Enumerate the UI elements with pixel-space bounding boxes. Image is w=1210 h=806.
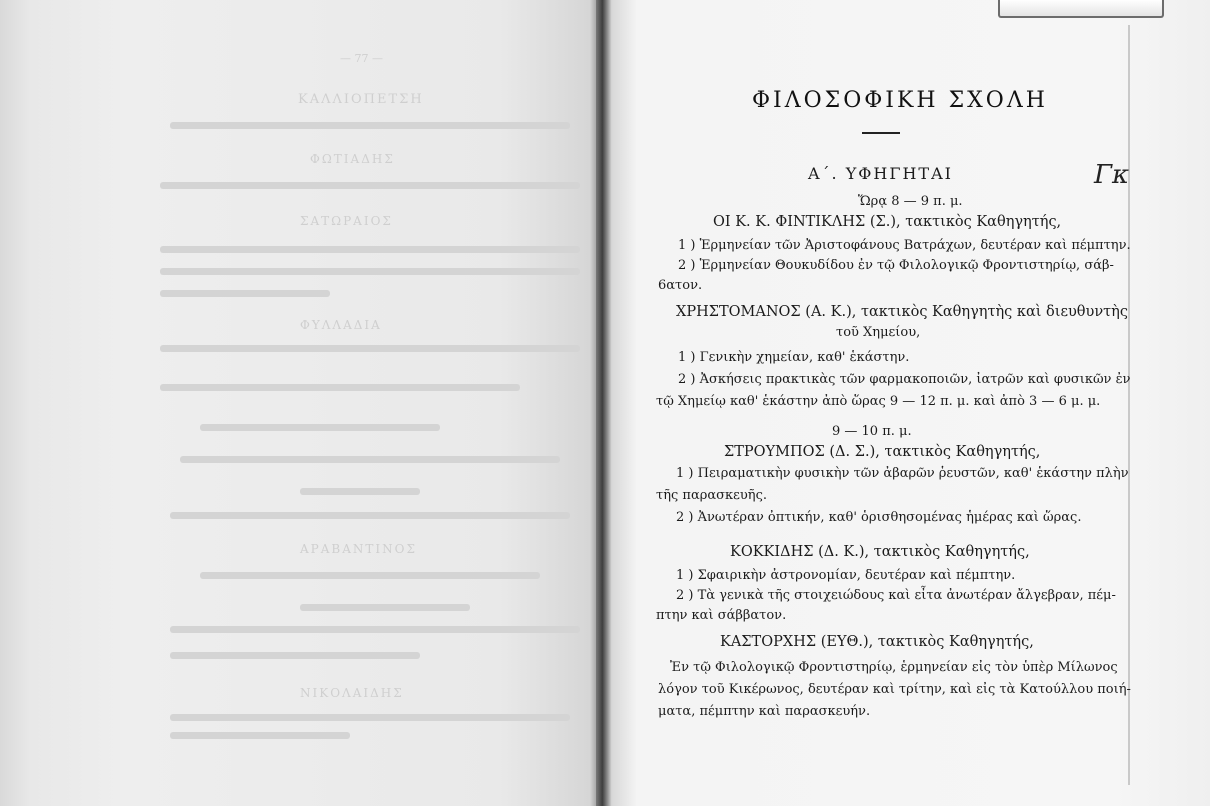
bleed-text-line <box>300 488 420 495</box>
bleed-text-line <box>200 572 540 579</box>
course-line: 1 ) Γενικὴν χημείαν, καθ' ἑκάστην. <box>678 350 910 365</box>
course-line: 2 ) Τὰ γενικὰ τῆς στοιχειώδους καὶ εἶτα ἀνωτέραν ἄλγεβραν, πέμ- <box>676 588 1116 603</box>
bleed-text-line <box>160 384 520 391</box>
bleed-text-line <box>160 345 580 352</box>
bleed-text-line <box>200 424 440 431</box>
bleed-text-line <box>170 626 580 633</box>
course-line: 1 ) Ἑρμηνείαν τῶν Ἀριστοφάνους Βατράχων, δευτέραν καὶ πέμπτην. <box>678 238 1131 253</box>
handwritten-mark: Γκ <box>1094 160 1130 190</box>
course-line: 1 ) Πειραματικὴν φυσικὴν τῶν ἀβαρῶν ῥευστῶν, καθ' ἑκάστην πλὴν <box>676 466 1129 481</box>
course-line: 6ατον. <box>658 278 703 293</box>
title-divider <box>862 132 900 134</box>
bleed-heading: ΣΑΤΩΡΑΙΟΣ <box>300 214 393 228</box>
page-edge-mark <box>1128 25 1130 785</box>
bleed-heading: ΝΙΚΟΛΑΙΔΗΣ <box>300 686 404 700</box>
course-line: ματα, πέμπτην καὶ παρασκευήν. <box>658 704 871 719</box>
left-page <box>0 0 598 806</box>
book-spine <box>596 0 612 806</box>
course-line: τῆς παρασκευῆς. <box>656 488 767 503</box>
bleed-heading: ΑΡΑΒΑΝΤΙΝΟΣ <box>300 542 417 556</box>
binder-clip <box>998 0 1164 18</box>
bleed-text-line <box>170 652 420 659</box>
bleed-text-line <box>160 290 330 297</box>
bleed-text-line <box>180 456 560 463</box>
course-line: Ἐν τῷ Φιλολογικῷ Φροντιστηρίῳ, ἑρμηνείαν εἰς τὸν ὑπὲρ Μίλωνος <box>670 660 1118 675</box>
bleed-heading: ΚΑΛΛΙΟΠΕΤΣΗ <box>298 92 424 107</box>
bleed-page-number: — 77 — <box>340 52 383 65</box>
section-heading: Α΄. ΥΦΗΓΗΤΑΙ <box>808 164 953 183</box>
course-line: 1 ) Σφαιρικὴν ἀστρονομίαν, δευτέραν καὶ πέμπτην. <box>676 568 1016 583</box>
bleed-text-line <box>170 122 570 129</box>
hour-heading: Ὥρᾳ 8 — 9 π. μ. <box>858 194 963 209</box>
course-line: πτην καὶ σάββατον. <box>656 608 787 623</box>
bleed-text-line <box>160 182 580 189</box>
course-line: 2 ) Ἑρμηνείαν Θουκυδίδου ἐν τῷ Φιλολογικῷ Φροντιστηρίῳ, σάβ- <box>678 258 1114 273</box>
professor-name: ΣΤΡΟΥΜΠΟΣ (Δ. Σ.), τακτικὸς Καθηγητής, <box>724 444 1041 460</box>
professor-name-cont: τοῦ Χημείου, <box>836 325 921 340</box>
course-line: 2 ) Ἀσκήσεις πρακτικὰς τῶν φαρμακοποιῶν, ἰατρῶν καὶ φυσικῶν ἐν <box>678 372 1131 387</box>
professor-name: ΚΟΚΚΙΔΗΣ (Δ. Κ.), τακτικὸς Καθηγητής, <box>730 544 1030 560</box>
course-line: 2 ) Ἀνωτέραν ὀπτικήν, καθ' ὁρισθησομένας ἡμέρας καὶ ὥρας. <box>676 510 1082 525</box>
course-line: τῷ Χημείῳ καθ' ἑκάστην ἀπὸ ὥρας 9 — 12 π. μ. καὶ ἀπὸ 3 — 6 μ. μ. <box>656 394 1101 409</box>
course-line: λόγον τοῦ Κικέρωνος, δευτέραν καὶ τρίτην, καὶ εἰς τὰ Κατούλλου ποιή- <box>658 682 1131 697</box>
professor-name: ΚΑΣΤΟΡΧΗΣ (ΕΥΘ.), τακτικὸς Καθηγητής, <box>720 634 1034 650</box>
bleed-text-line <box>170 714 570 721</box>
bleed-text-line <box>160 246 580 253</box>
bleed-heading: ΦΥΛΛΑΔΙΑ <box>300 318 382 332</box>
bleed-text-line <box>300 604 470 611</box>
bleed-text-line <box>170 732 350 739</box>
bleed-text-line <box>170 512 570 519</box>
professor-name: ΟΙ Κ. Κ. ΦΙΝΤΙΚΛΗΣ (Σ.), τακτικὸς Καθηγητής, <box>713 214 1062 230</box>
hour-heading: 9 — 10 π. μ. <box>832 424 912 439</box>
professor-name: ΧΡΗΣΤΟΜΑΝΟΣ (Α. Κ.), τακτικὸς Καθηγητὴς καὶ διευθυντὴς <box>676 304 1128 320</box>
bleed-text-line <box>160 268 580 275</box>
page-title: ΦΙΛΟΣΟΦΙΚΗ ΣΧΟΛΗ <box>752 88 1048 113</box>
bleed-heading: ΦΩΤΙΑΔΗΣ <box>310 152 395 166</box>
